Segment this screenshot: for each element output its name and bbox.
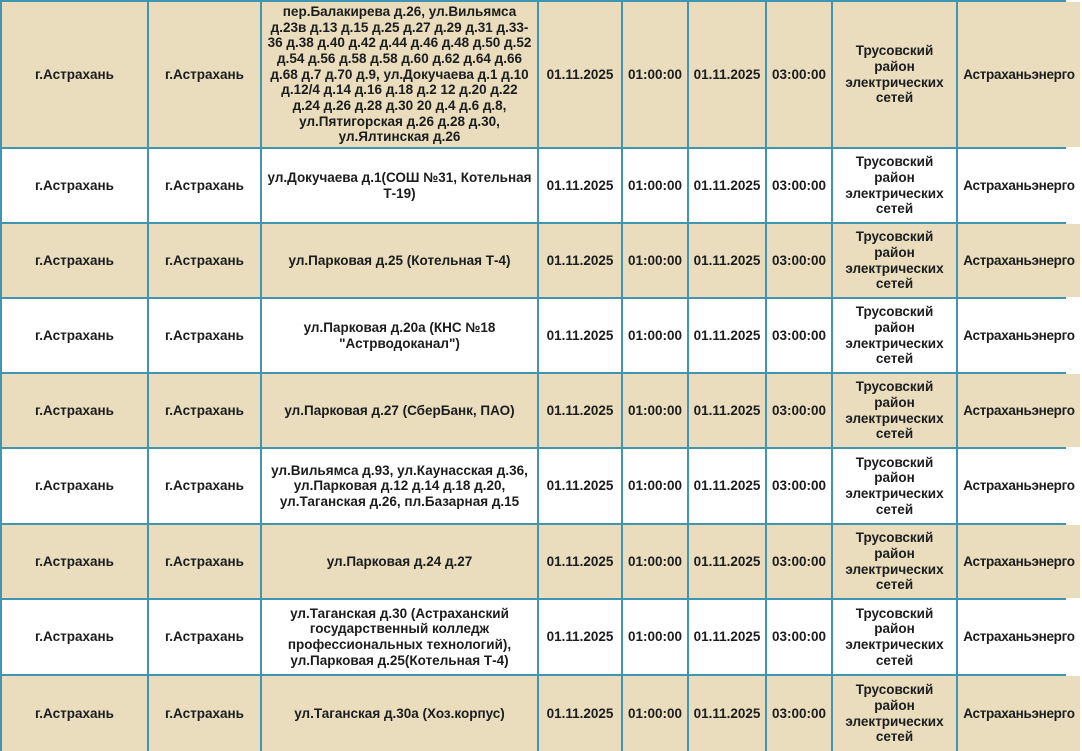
table-cell: Астраханьэнерго (958, 676, 1080, 751)
table-cell: г.Астрахань (149, 224, 260, 297)
table-cell: г.Астрахань (149, 525, 260, 598)
table-cell: Трусовский район электрических сетей (833, 2, 956, 147)
table-cell: 01.11.2025 (689, 525, 765, 598)
table-cell: 03:00:00 (767, 525, 831, 598)
table-cell: 01.11.2025 (689, 676, 765, 751)
table-cell: 01.11.2025 (539, 2, 621, 147)
table-cell: 03:00:00 (767, 449, 831, 523)
table-cell: 01:00:00 (623, 449, 687, 523)
table-cell: 01:00:00 (623, 374, 687, 447)
table-cell: 01:00:00 (623, 600, 687, 674)
table-cell: 01.11.2025 (539, 676, 621, 751)
table-cell: ул.Таганская д.30 (Астраханский государственный колледж профессиональных технологий), ул.Парковая д.25(Котельная Т-4) (262, 600, 537, 674)
table-cell: г.Астрахань (2, 600, 147, 674)
table-cell: 01.11.2025 (689, 299, 765, 372)
table-cell: 01:00:00 (623, 224, 687, 297)
table-cell: 01.11.2025 (689, 2, 765, 147)
table-cell: 03:00:00 (767, 224, 831, 297)
table-cell: ул.Докучаева д.1(СОШ №31, Котельная Т-19) (262, 149, 537, 222)
table-cell: Астраханьэнерго (958, 374, 1080, 447)
table-cell: 01.11.2025 (539, 299, 621, 372)
table-cell: Трусовский район электрических сетей (833, 374, 956, 447)
table-cell: г.Астрахань (2, 525, 147, 598)
table-cell: 03:00:00 (767, 600, 831, 674)
table-cell: Трусовский район электрических сетей (833, 299, 956, 372)
table-cell: 01.11.2025 (539, 149, 621, 222)
table-cell: г.Астрахань (149, 2, 260, 147)
table-cell: г.Астрахань (2, 224, 147, 297)
table-cell: 01:00:00 (623, 299, 687, 372)
table-cell: г.Астрахань (149, 149, 260, 222)
table-cell: ул.Парковая д.20а (КНС №18 "Астрводоканал") (262, 299, 537, 372)
table-cell: 01:00:00 (623, 525, 687, 598)
table-cell: Трусовский район электрических сетей (833, 600, 956, 674)
table-cell: г.Астрахань (149, 374, 260, 447)
table-cell: Астраханьэнерго (958, 299, 1080, 372)
table-cell: 03:00:00 (767, 2, 831, 147)
table-cell: 01.11.2025 (539, 374, 621, 447)
table-cell: 01:00:00 (623, 2, 687, 147)
table-cell: 03:00:00 (767, 299, 831, 372)
table-cell: г.Астрахань (149, 600, 260, 674)
table-cell: г.Астрахань (2, 676, 147, 751)
table-cell: Астраханьэнерго (958, 2, 1080, 147)
table-cell: г.Астрахань (149, 449, 260, 523)
table-cell: ул.Парковая д.27 (СберБанк, ПАО) (262, 374, 537, 447)
table-cell: Астраханьэнерго (958, 449, 1080, 523)
table-cell: г.Астрахань (2, 299, 147, 372)
table-cell: 01.11.2025 (539, 224, 621, 297)
table-cell: 01:00:00 (623, 676, 687, 751)
table-cell: 01.11.2025 (689, 149, 765, 222)
table-cell: Астраханьэнерго (958, 224, 1080, 297)
table-cell: 01.11.2025 (689, 374, 765, 447)
table-cell: г.Астрахань (2, 149, 147, 222)
table-cell: 01.11.2025 (539, 600, 621, 674)
table-cell: 01.11.2025 (689, 600, 765, 674)
table-cell: 01:00:00 (623, 149, 687, 222)
table-cell: Трусовский район электрических сетей (833, 149, 956, 222)
table-cell: 01.11.2025 (689, 224, 765, 297)
table-cell: ул.Парковая д.24 д.27 (262, 525, 537, 598)
table-cell: ул.Вильямса д.93, ул.Каунасская д.36, ул.Парковая д.12 д.14 д.18 д.20, ул.Таганская д.26, пл.Базарная д.15 (262, 449, 537, 523)
table-cell: ул.Таганская д.30а (Хоз.корпус) (262, 676, 537, 751)
table-cell: 01.11.2025 (539, 525, 621, 598)
table-cell: 03:00:00 (767, 676, 831, 751)
table-cell: 01.11.2025 (539, 449, 621, 523)
table-cell: Астраханьэнерго (958, 525, 1080, 598)
table-cell: Астраханьэнерго (958, 149, 1080, 222)
table-cell: г.Астрахань (2, 2, 147, 147)
table-cell: пер.Балакирева д.26, ул.Вильямса д.23в д.13 д.15 д.25 д.27 д.29 д.31 д.33-36 д.38 д.40 д.42 д.44 д.46 д.48 д.50 д.52 д.54 д.56 д.58 д.58 д.60 д.62 д.64 д.66 д.68 д.7 д.70 д.9, ул.Докучаева д.1 д.10 д.12/4 д.14 д.16 д.18 д.2 12 д.20 д.22 д.24 д.26 д.28 д.30 20 д.4 д.6 д.8, ул.Пятигорская д.26 д.28 д.30, ул.Ялтинская д.26 (262, 2, 537, 147)
table-cell: ул.Парковая д.25 (Котельная Т-4) (262, 224, 537, 297)
table-cell: Трусовский район электрических сетей (833, 525, 956, 598)
table-cell: Трусовский район электрических сетей (833, 449, 956, 523)
table-cell: 01.11.2025 (689, 449, 765, 523)
table-cell: Трусовский район электрических сетей (833, 676, 956, 751)
table-cell: Трусовский район электрических сетей (833, 224, 956, 297)
table-cell: г.Астрахань (149, 299, 260, 372)
table-cell: 03:00:00 (767, 149, 831, 222)
table-cell: Астраханьэнерго (958, 600, 1080, 674)
table-cell: г.Астрахань (149, 676, 260, 751)
table-cell: 03:00:00 (767, 374, 831, 447)
table-cell: г.Астрахань (2, 449, 147, 523)
table-cell: г.Астрахань (2, 374, 147, 447)
